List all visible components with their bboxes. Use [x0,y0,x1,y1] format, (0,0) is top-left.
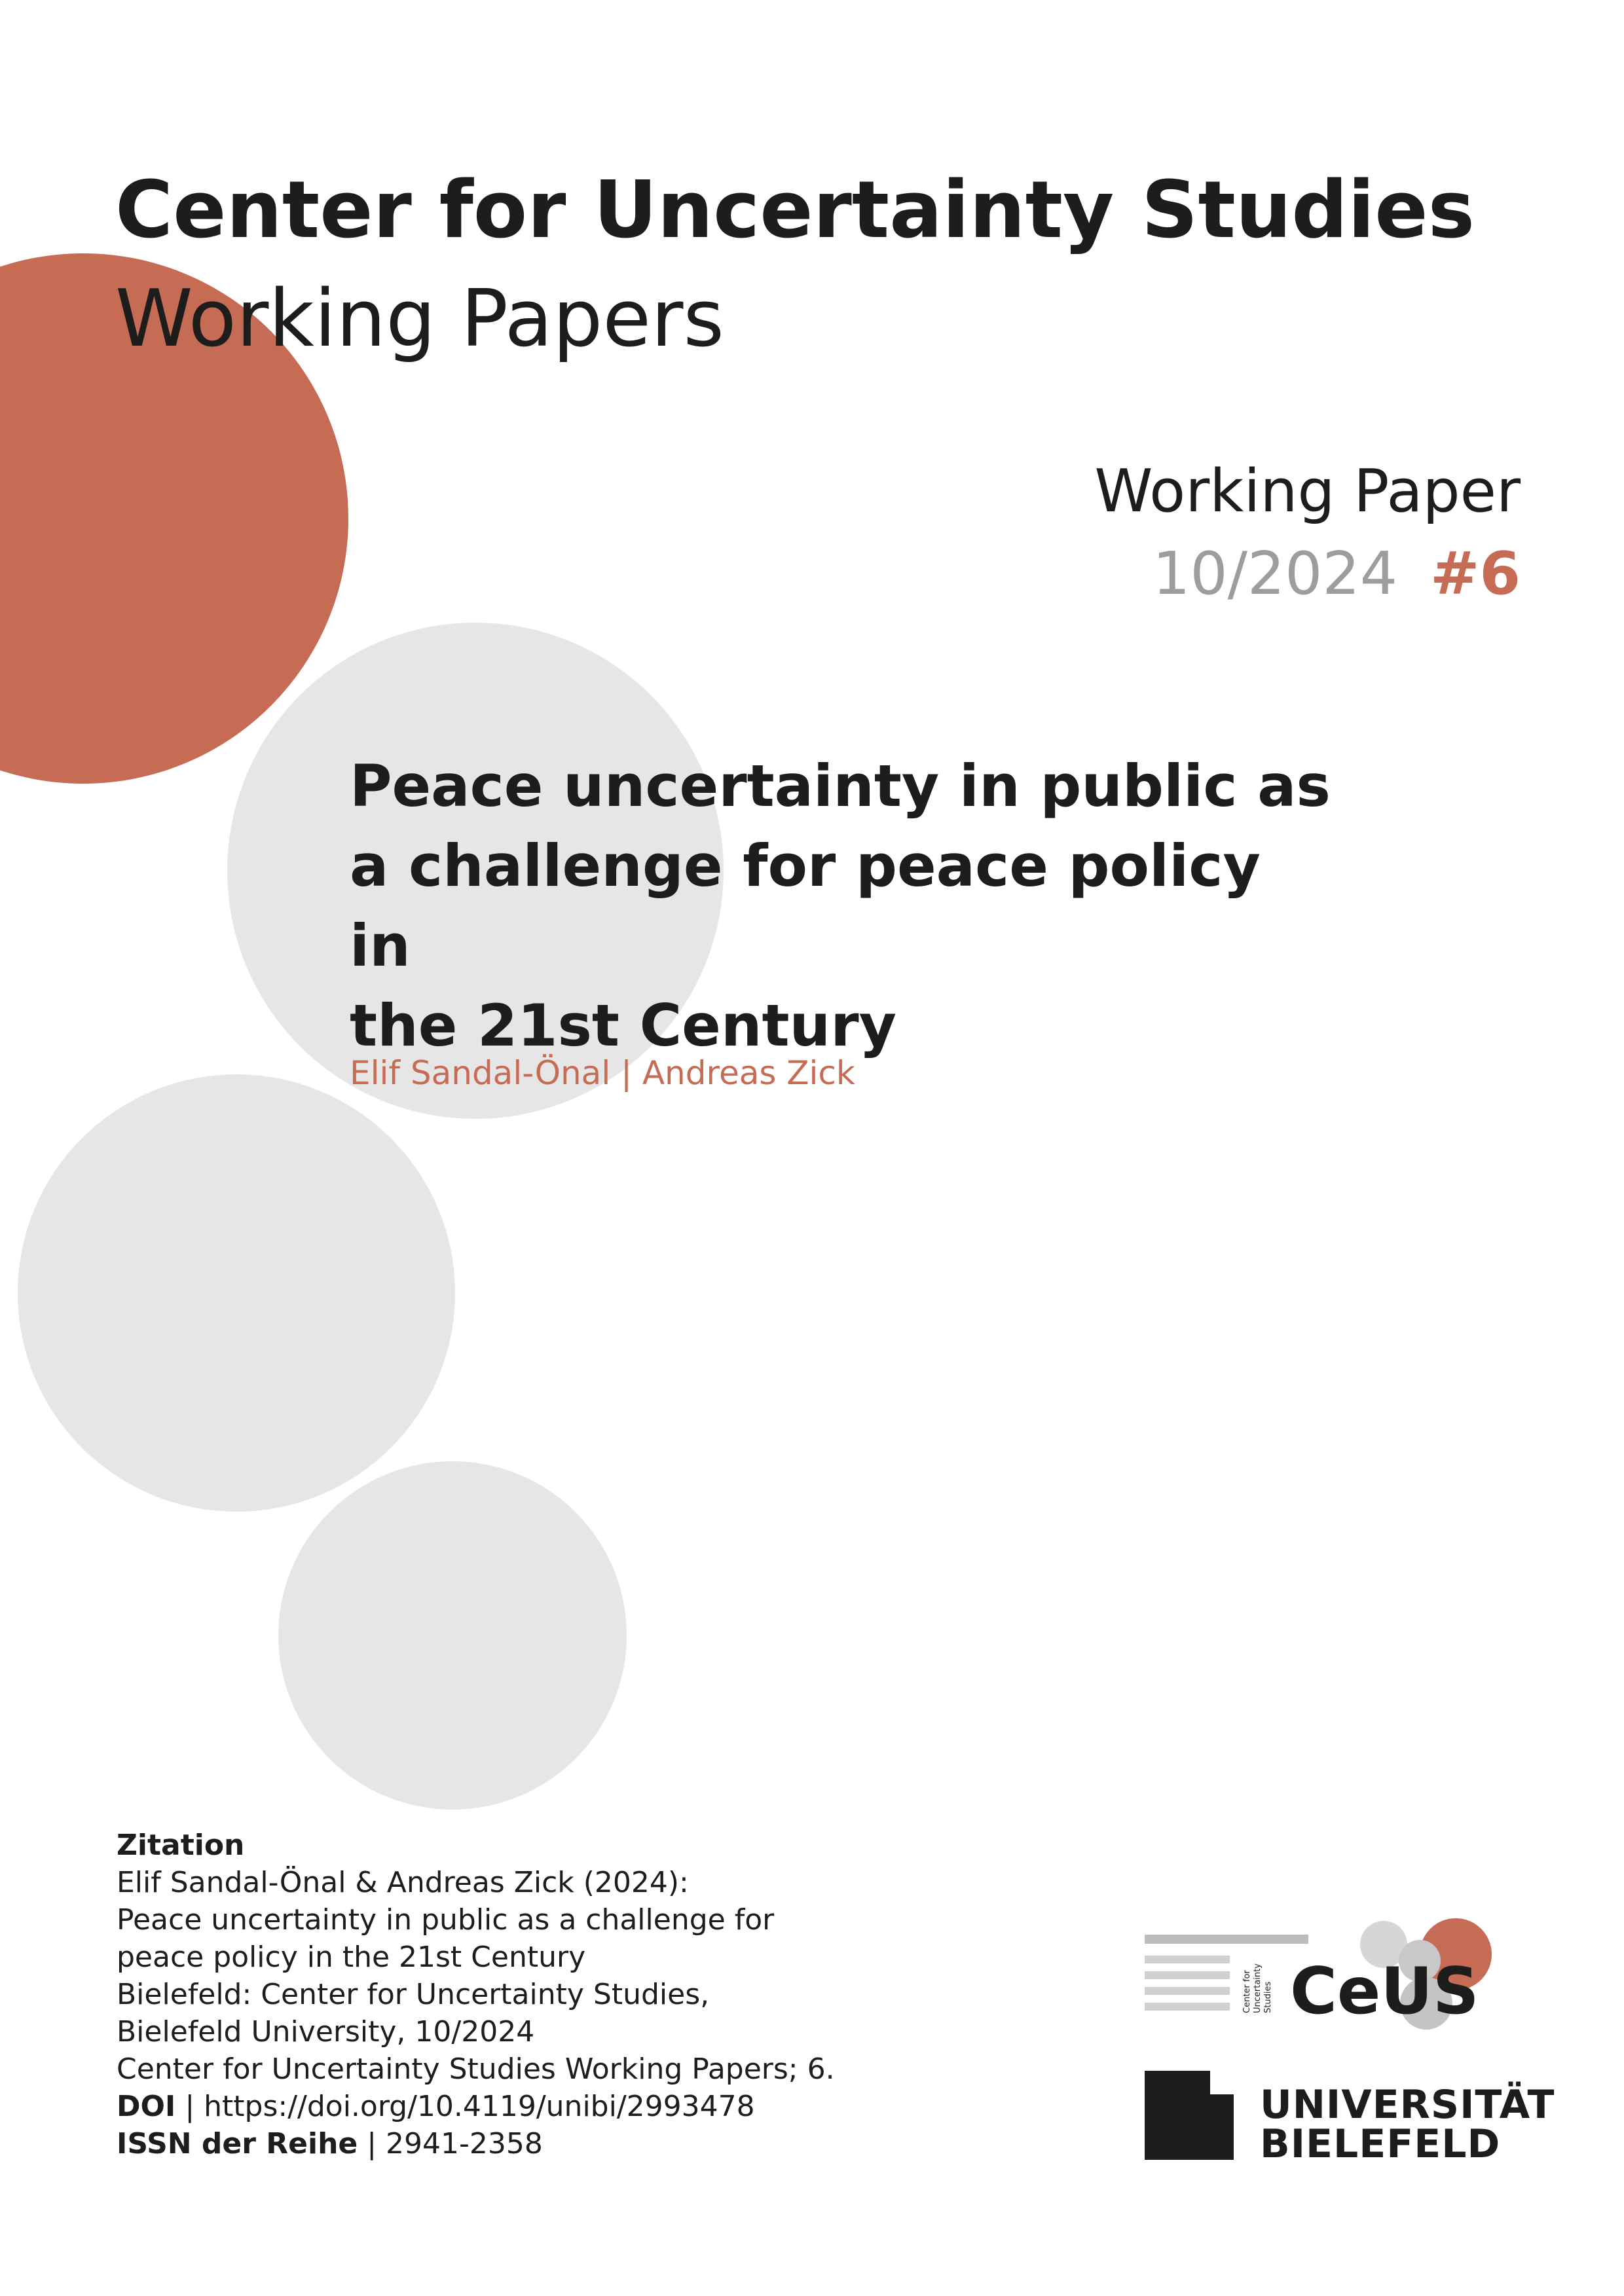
working-paper-label: Working Paper [1094,457,1521,526]
doi-line [117,2088,835,2125]
decorative-grey-circle [18,1074,455,1512]
issn-value: | 2941-2358 [367,2127,543,2160]
issn-line [117,2125,835,2162]
citation-line: Center for Uncertainty Studies Working Papers; 6. [117,2052,835,2086]
university-name-line: BIELEFELD [1260,2121,1501,2167]
ceus-wordmark: CeUS [1290,1954,1479,2029]
authors: Elif Sandal-Önal | Andreas Zick [350,1054,855,1092]
university-square-icon [1145,2071,1234,2160]
ceus-logo-graphic [1145,1915,1524,2046]
working-paper-date: 10/2024 [1153,539,1397,608]
citation-line: Peace uncertainty in public as a challenge for [117,1903,775,1937]
paper-title-line: the 21st Century [350,992,896,1059]
university-logo [1145,2071,1555,2169]
working-paper-number: #6 [1430,539,1521,608]
paper-title-line: a challenge for peace policy in [350,832,1261,979]
doi-link[interactable]: | https://doi.org/10.4119/unibi/2993478 [185,2090,755,2123]
center-title: Center for Uncertainty Studies [115,165,1475,256]
issn-label: ISSN der Reihe [117,2127,358,2160]
ceus-small-line: Studies [1263,1981,1273,2013]
ceus-small-line: Uncertainty [1253,1963,1263,2013]
university-name [1260,2082,1555,2167]
paper-title-line: Peace uncertainty in public as [350,752,1331,820]
citation-line: Bielefeld University, 10/2024 [117,2015,535,2049]
series-title: Working Papers [115,274,724,365]
doi-label: DOI [117,2090,176,2123]
paper-title [350,746,1332,1066]
citation-heading: Zitation [117,1829,245,1862]
citation-line: Bielefeld: Center for Uncertainty Studies, [117,1978,710,2011]
working-paper-number-line [1153,539,1521,608]
decorative-grey-circle [278,1461,627,1810]
ceus-logo [1145,1915,1524,2046]
ceus-small-line: Center for [1242,1970,1252,2013]
university-name-line: UNIVERSITÄT [1260,2082,1555,2128]
citation-line: peace policy in the 21st Century [117,1941,586,1974]
citation-block [117,1827,835,2162]
citation-line: Elif Sandal-Önal & Andreas Zick (2024): [117,1866,689,1899]
